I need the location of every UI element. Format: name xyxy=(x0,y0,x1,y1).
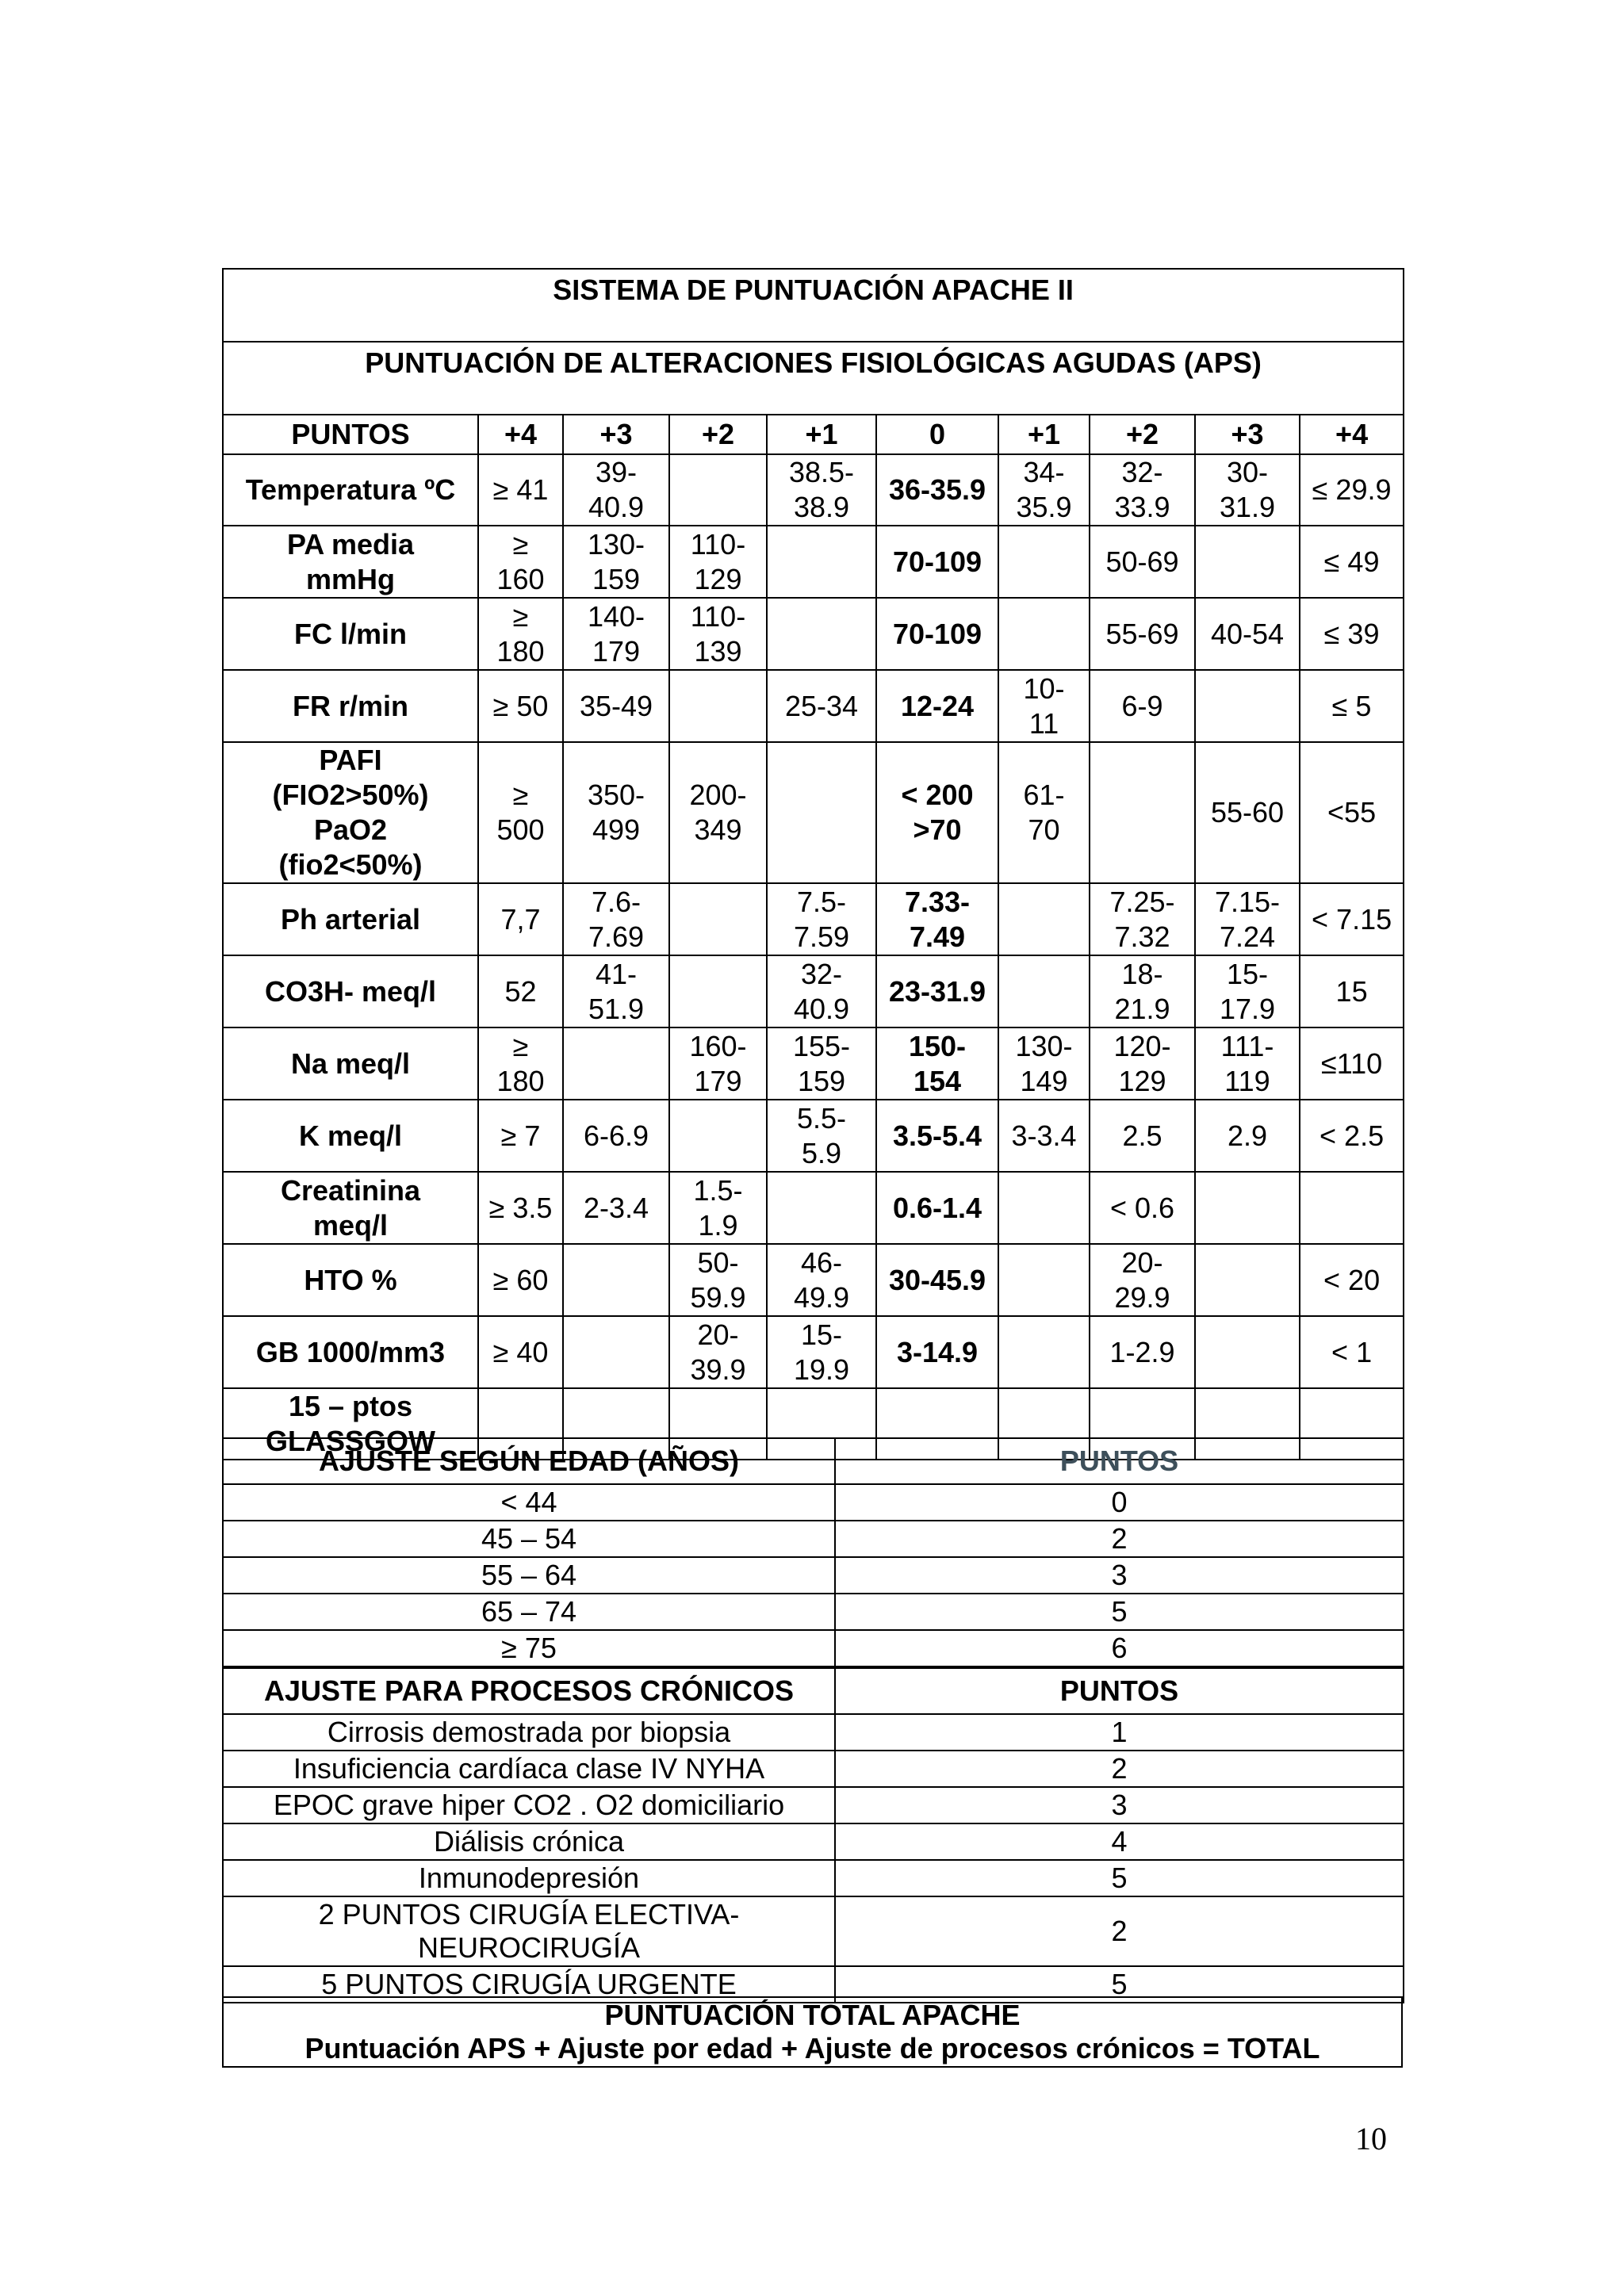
score-cell: ≥ 160 xyxy=(478,526,563,598)
parameter-label: FC l/min xyxy=(223,598,478,670)
score-cell: 18- 21.9 xyxy=(1090,955,1195,1027)
chronic-points: 5 xyxy=(835,1966,1404,2003)
age-range: 65 – 74 xyxy=(223,1594,835,1630)
score-cell: 20- 39.9 xyxy=(669,1316,767,1388)
score-cell: ≥ 7 xyxy=(478,1100,563,1172)
score-cell: < 1 xyxy=(1300,1316,1404,1388)
score-cell xyxy=(767,742,876,883)
score-cell xyxy=(998,883,1090,955)
table-row xyxy=(223,1630,1404,1667)
score-cell xyxy=(998,1316,1090,1388)
score-cell: ≤ 29.9 xyxy=(1300,454,1404,526)
score-cell: 7.5- 7.59 xyxy=(767,883,876,955)
score-cell xyxy=(767,598,876,670)
age-header: AJUSTE SEGÚN EDAD (AÑOS) xyxy=(223,1438,835,1484)
score-cell xyxy=(563,1027,669,1100)
parameter-label: Na meq/l xyxy=(223,1027,478,1100)
score-cell: ≥ 180 xyxy=(478,598,563,670)
age-range: 55 – 64 xyxy=(223,1557,835,1594)
table-row xyxy=(223,526,1404,598)
header-cell: +3 xyxy=(1195,415,1300,454)
chronic-condition: Insuficiencia cardíaca clase IV NYHA xyxy=(223,1751,835,1787)
score-cell: 50- 59.9 xyxy=(669,1244,767,1316)
header-cell: +1 xyxy=(998,415,1090,454)
table-row xyxy=(223,1521,1404,1557)
chronic-points: 2 xyxy=(835,1896,1404,1966)
score-cell xyxy=(1300,1172,1404,1244)
table-row xyxy=(223,1823,1404,1860)
table-row xyxy=(223,454,1404,526)
score-cell: < 200 >70 xyxy=(876,742,998,883)
age-range: ≥ 75 xyxy=(223,1630,835,1667)
parameter-label: HTO % xyxy=(223,1244,478,1316)
score-cell: < 2.5 xyxy=(1300,1100,1404,1172)
header-cell: +4 xyxy=(1300,415,1404,454)
score-cell: 52 xyxy=(478,955,563,1027)
table-row xyxy=(223,1484,1404,1521)
score-cell: 40-54 xyxy=(1195,598,1300,670)
score-cell: 32- 40.9 xyxy=(767,955,876,1027)
table-row xyxy=(223,1172,1404,1244)
table-row xyxy=(223,1316,1404,1388)
chronic-points: 1 xyxy=(835,1714,1404,1751)
score-cell: 15- 17.9 xyxy=(1195,955,1300,1027)
table-subtitle: PUNTUACIÓN DE ALTERACIONES FISIOLÓGICAS AGUDAS (APS) xyxy=(223,342,1404,415)
score-cell xyxy=(669,670,767,742)
table-row xyxy=(223,670,1404,742)
score-cell: 30- 31.9 xyxy=(1195,454,1300,526)
score-cell xyxy=(563,1316,669,1388)
score-cell: 41- 51.9 xyxy=(563,955,669,1027)
score-cell xyxy=(1195,1244,1300,1316)
table-row xyxy=(223,1860,1404,1896)
age-points: 3 xyxy=(835,1557,1404,1594)
score-cell xyxy=(669,1100,767,1172)
score-cell: ≥ 50 xyxy=(478,670,563,742)
score-cell: ≥ 180 xyxy=(478,1027,563,1100)
total-formula: Puntuación APS + Ajuste por edad + Ajuste de procesos crónicos = TOTAL xyxy=(304,2032,1320,2064)
chronic-condition: 5 PUNTOS CIRUGÍA URGENTE xyxy=(223,1966,835,2003)
chronic-condition: 2 PUNTOS CIRUGÍA ELECTIVA- NEUROCIRUGÍA xyxy=(223,1896,835,1966)
chronic-points-header: PUNTOS xyxy=(835,1668,1404,1714)
score-cell: 39- 40.9 xyxy=(563,454,669,526)
score-cell: 15- 19.9 xyxy=(767,1316,876,1388)
parameter-label: 15 – ptos GLASSGOW xyxy=(223,1388,478,1460)
chronic-condition: Inmunodepresión xyxy=(223,1860,835,1896)
parameter-label: PAFI (FIO2>50%) PaO2 (fio2<50%) xyxy=(223,742,478,883)
parameter-label: Ph arterial xyxy=(223,883,478,955)
score-cell: 35-49 xyxy=(563,670,669,742)
chronic-points: 5 xyxy=(835,1860,1404,1896)
table-row xyxy=(223,1594,1404,1630)
score-cell: ≥ 3.5 xyxy=(478,1172,563,1244)
score-cell xyxy=(998,598,1090,670)
score-cell: 7.15- 7.24 xyxy=(1195,883,1300,955)
score-cell: 25-34 xyxy=(767,670,876,742)
score-cell xyxy=(998,1172,1090,1244)
score-cell xyxy=(1195,1172,1300,1244)
score-cell: 7.6- 7.69 xyxy=(563,883,669,955)
parameter-label: PA media mmHg xyxy=(223,526,478,598)
score-cell: ≤ 39 xyxy=(1300,598,1404,670)
chronic-condition: Cirrosis demostrada por biopsia xyxy=(223,1714,835,1751)
score-cell xyxy=(1090,742,1195,883)
score-cell: 3.5-5.4 xyxy=(876,1100,998,1172)
score-cell: 110- 139 xyxy=(669,598,767,670)
score-cell: 30-45.9 xyxy=(876,1244,998,1316)
score-cell xyxy=(1195,670,1300,742)
score-cell xyxy=(998,1244,1090,1316)
score-cell: <55 xyxy=(1300,742,1404,883)
score-cell: 3-14.9 xyxy=(876,1316,998,1388)
score-cell: 155- 159 xyxy=(767,1027,876,1100)
score-cell: 38.5- 38.9 xyxy=(767,454,876,526)
score-cell xyxy=(669,454,767,526)
age-points: 0 xyxy=(835,1484,1404,1521)
score-cell xyxy=(998,526,1090,598)
score-cell: ≥ 41 xyxy=(478,454,563,526)
table-row xyxy=(223,1896,1404,1966)
score-cell xyxy=(767,526,876,598)
score-cell: 110- 129 xyxy=(669,526,767,598)
score-cell: < 20 xyxy=(1300,1244,1404,1316)
age-range: 45 – 54 xyxy=(223,1521,835,1557)
age-range: < 44 xyxy=(223,1484,835,1521)
table-row xyxy=(223,1027,1404,1100)
score-cell: 130- 159 xyxy=(563,526,669,598)
age-points: 5 xyxy=(835,1594,1404,1630)
score-cell: 0.6-1.4 xyxy=(876,1172,998,1244)
score-cell: 2.5 xyxy=(1090,1100,1195,1172)
score-cell: 111- 119 xyxy=(1195,1027,1300,1100)
score-cell xyxy=(563,1244,669,1316)
chronic-points: 2 xyxy=(835,1751,1404,1787)
header-cell: +1 xyxy=(767,415,876,454)
table-row xyxy=(223,742,1404,883)
score-cell: 7.25- 7.32 xyxy=(1090,883,1195,955)
score-cell: 34- 35.9 xyxy=(998,454,1090,526)
parameter-label: Creatinina meq/l xyxy=(223,1172,478,1244)
score-cell: 140- 179 xyxy=(563,598,669,670)
chronic-condition: EPOC grave hiper CO2 . O2 domiciliario xyxy=(223,1787,835,1823)
header-cell: +2 xyxy=(669,415,767,454)
table-row xyxy=(223,1714,1404,1751)
age-points-header: PUNTOS xyxy=(835,1438,1404,1484)
score-cell: 3-3.4 xyxy=(998,1100,1090,1172)
score-cell: < 7.15 xyxy=(1300,883,1404,955)
parameter-label: CO3H- meq/l xyxy=(223,955,478,1027)
score-cell: 15 xyxy=(1300,955,1404,1027)
score-cell: 70-109 xyxy=(876,526,998,598)
table-row xyxy=(223,883,1404,955)
table-row xyxy=(223,598,1404,670)
score-cell: 6-6.9 xyxy=(563,1100,669,1172)
aps-table xyxy=(222,268,1404,1460)
score-cell: ≤110 xyxy=(1300,1027,1404,1100)
score-cell: 55-60 xyxy=(1195,742,1300,883)
score-cell: 150- 154 xyxy=(876,1027,998,1100)
score-cell: 2-3.4 xyxy=(563,1172,669,1244)
score-cell xyxy=(1195,1316,1300,1388)
age-points: 2 xyxy=(835,1521,1404,1557)
score-cell: 50-69 xyxy=(1090,526,1195,598)
score-cell: 61- 70 xyxy=(998,742,1090,883)
page-number: 10 xyxy=(1355,2121,1387,2156)
score-cell xyxy=(767,1172,876,1244)
chronic-header: AJUSTE PARA PROCESOS CRÓNICOS xyxy=(223,1668,835,1714)
age-adjustment-table xyxy=(222,1437,1404,1667)
score-cell: 10- 11 xyxy=(998,670,1090,742)
score-cell: 7,7 xyxy=(478,883,563,955)
points-header-row xyxy=(223,415,1404,454)
table-title: SISTEMA DE PUNTUACIÓN APACHE II xyxy=(223,269,1404,342)
score-cell: 160- 179 xyxy=(669,1027,767,1100)
score-cell: 5.5- 5.9 xyxy=(767,1100,876,1172)
score-cell xyxy=(669,883,767,955)
chronic-condition: Diálisis crónica xyxy=(223,1823,835,1860)
header-cell: +4 xyxy=(478,415,563,454)
table-row xyxy=(223,1787,1404,1823)
score-cell: ≥ 40 xyxy=(478,1316,563,1388)
age-points: 6 xyxy=(835,1630,1404,1667)
score-cell xyxy=(998,955,1090,1027)
score-cell: ≤ 49 xyxy=(1300,526,1404,598)
table-row xyxy=(223,1557,1404,1594)
chronic-points: 4 xyxy=(835,1823,1404,1860)
score-cell: 23-31.9 xyxy=(876,955,998,1027)
header-cell: +2 xyxy=(1090,415,1195,454)
score-cell: 7.33- 7.49 xyxy=(876,883,998,955)
score-cell: ≥ 500 xyxy=(478,742,563,883)
score-cell: 1-2.9 xyxy=(1090,1316,1195,1388)
score-cell xyxy=(669,955,767,1027)
parameter-label: K meq/l xyxy=(223,1100,478,1172)
score-cell: 70-109 xyxy=(876,598,998,670)
score-cell: 20- 29.9 xyxy=(1090,1244,1195,1316)
score-cell: 120- 129 xyxy=(1090,1027,1195,1100)
score-cell: 6-9 xyxy=(1090,670,1195,742)
score-cell: 2.9 xyxy=(1195,1100,1300,1172)
chronic-points: 3 xyxy=(835,1787,1404,1823)
score-cell: 130- 149 xyxy=(998,1027,1090,1100)
score-cell: 12-24 xyxy=(876,670,998,742)
total-table xyxy=(222,1996,1403,2068)
score-cell: 55-69 xyxy=(1090,598,1195,670)
total-title: PUNTUACIÓN TOTAL APACHE xyxy=(604,1999,1021,2031)
table-row xyxy=(223,1244,1404,1316)
table-row xyxy=(223,1751,1404,1787)
score-cell xyxy=(1195,526,1300,598)
score-cell: 36-35.9 xyxy=(876,454,998,526)
header-cell: 0 xyxy=(876,415,998,454)
parameter-label: Temperatura ºC xyxy=(223,454,478,526)
header-cell: +3 xyxy=(563,415,669,454)
total-cell xyxy=(223,1997,1402,2067)
score-cell: 200- 349 xyxy=(669,742,767,883)
table-row xyxy=(223,1100,1404,1172)
score-cell: 350- 499 xyxy=(563,742,669,883)
score-cell: 1.5- 1.9 xyxy=(669,1172,767,1244)
header-cell: PUNTOS xyxy=(223,415,478,454)
chronic-adjustment-table xyxy=(222,1667,1404,2003)
score-cell: < 0.6 xyxy=(1090,1172,1195,1244)
table-row xyxy=(223,955,1404,1027)
score-cell: ≤ 5 xyxy=(1300,670,1404,742)
score-cell: ≥ 60 xyxy=(478,1244,563,1316)
score-cell: 46- 49.9 xyxy=(767,1244,876,1316)
score-cell: 32- 33.9 xyxy=(1090,454,1195,526)
parameter-label: FR r/min xyxy=(223,670,478,742)
parameter-label: GB 1000/mm3 xyxy=(223,1316,478,1388)
